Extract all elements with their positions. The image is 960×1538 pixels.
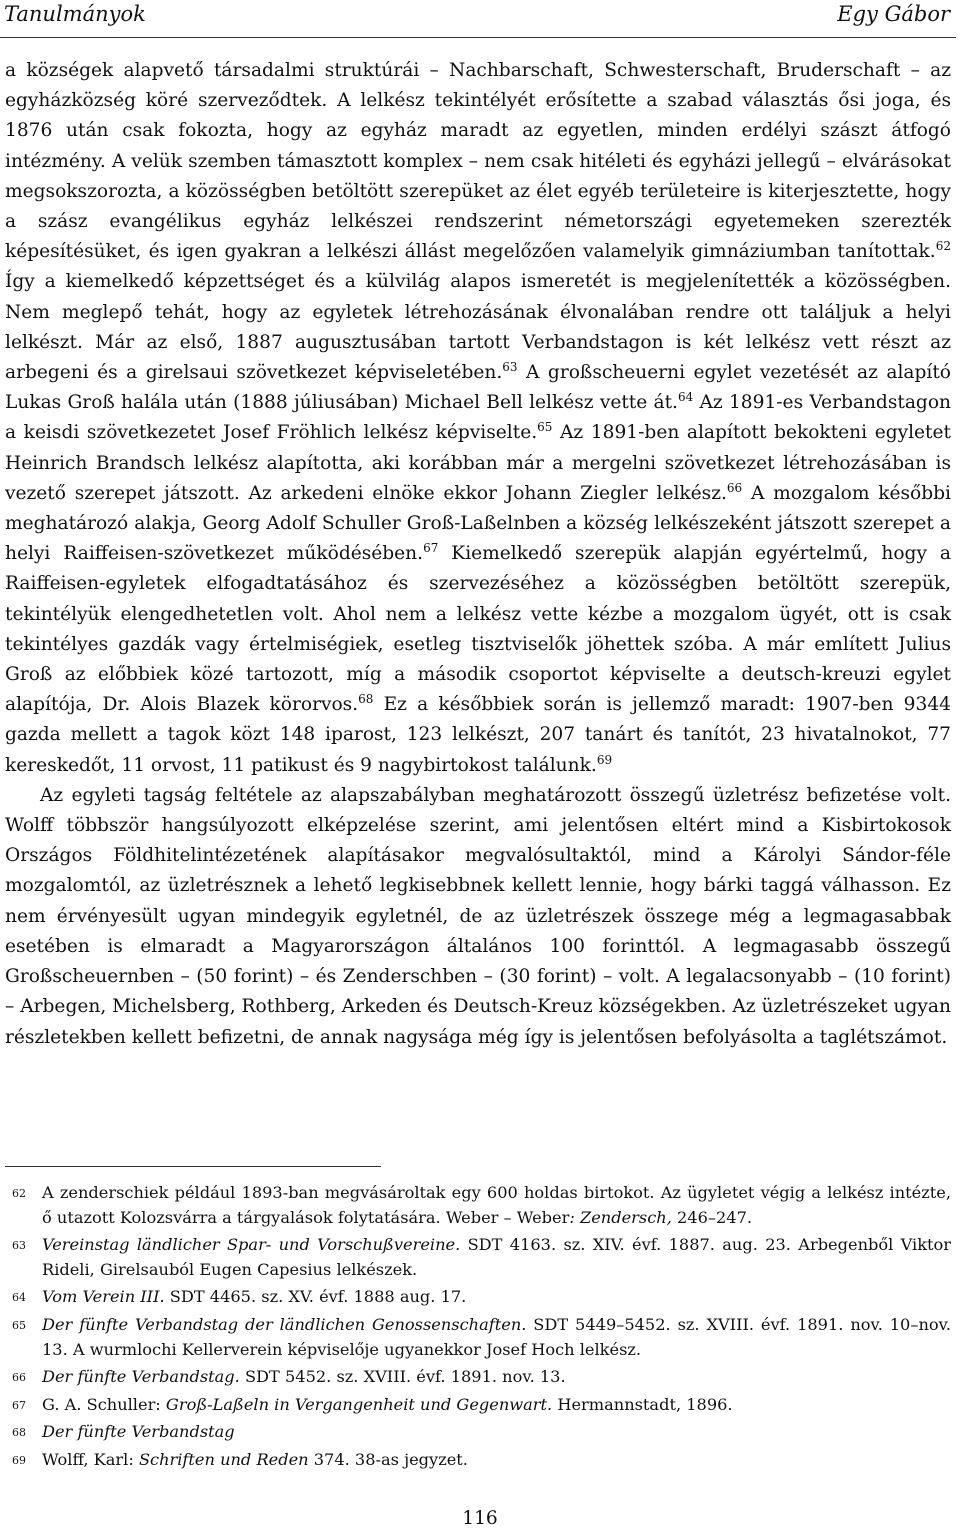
footnote-number: 64: [12, 1291, 26, 1305]
header-author: Egy Gábor: [837, 2, 950, 26]
italic-title: Groß-Laßeln in Vergangenheit und Gegenwart.: [165, 1394, 553, 1414]
text-run: 246–247.: [671, 1207, 753, 1227]
italic-title: Der fünfte Verbandstag.: [42, 1367, 240, 1387]
body-paragraph: [5, 781, 951, 1053]
text-run: a községek alapvető társadalmi struktúrái – Nachbarschaft, Schwesterschaft, Bruderschaft – az egyházközség köré szerveződtek. A lelkész tekintélyét erősítette a szabad választás ősi joga, és 1876 után csak fokozta, hogy az egyház maradt az egyetlen, minden erdélyi szászt átfogó intézmény. A velük szemben támasztott komplex – nem csak hitéleti és egyházi jellegű – elvárásokat megsokszorozta, a közösségben betöltött szerepüket az élet egyéb területeire is kiterjesztette, hogy a szász evangélikus egyház lelkészei rendszerint németországi egyetemeken szerezték képesítésüket, és igen gyakran a lelkészi állást megelőzően valamelyik gimnáziumban tanítottak.: [5, 60, 951, 263]
text-run: Kiemelkedő szerepük alapján egyértelmű, hogy a Raiffeisen-egyletek elfogadtatásához és szervezéséhez a közösségben betöltött szerepük, tekintélyük elengedhetetlen volt. Ahol nem a lelkész vette kézbe a mozgalom ügyét, ott is csak tekintélyes gazdák vagy értelmiségiek, esetleg tisztviselők jöhettek szóba. A már említett Julius Groß az előbbiek közé tartozott, míg a második csoportot képviselte a deutsch-kreuzi egylet alapítója, Dr. Alois Blazek körorvos.: [5, 543, 951, 716]
footnote-number: 69: [12, 1453, 26, 1467]
footnote-item: [5, 1233, 951, 1282]
italic-title: Schriften und Reden: [138, 1449, 309, 1469]
footnote-number: 63: [12, 1239, 26, 1253]
footnote-reference: 63: [502, 360, 518, 375]
text-run: SDT 5449–5452. sz. XVIII. évf. 1891. nov. 10–nov. 13. A wurmlochi Kellerverein képviselője ugyanekkor Josef Hoch lelkész.: [42, 1314, 951, 1359]
italic-title: : Zendersch,: [569, 1207, 672, 1227]
footnote-reference: 69: [596, 752, 613, 767]
text-run: Hermannstadt, 1896.: [552, 1394, 733, 1414]
footnote-number: 66: [12, 1371, 26, 1385]
text-run: SDT 4465. sz. XV. évf. 1888 aug. 17.: [164, 1287, 467, 1307]
footnote-reference: 66: [726, 480, 743, 495]
footnote-item: [5, 1285, 951, 1310]
italic-title: Der fünfte Verbandstag der ländlichen Genossenschaften.: [42, 1314, 527, 1334]
footnotes: [5, 1181, 951, 1476]
footnote-item: [5, 1448, 951, 1473]
text-run: A zenderschiek például 1893-ban megvásároltak egy 600 holdas birtokot. Az ügyletet végig a lelkész intézte, ő utazott Kolozsvárra a tárgyalások folytatására. Weber – Weber: [42, 1183, 951, 1227]
text-run: Az 1891-ben alapított bekokteni egyletet Heinrich Brandsch lelkész alapította, aki korábban már a mergelni szövetkezet létrehozásában is vezető szerepet játszott. Az arkedeni elnöke ekkor Johann Ziegler lelkész.: [5, 422, 952, 504]
text-run: SDT 4163. sz. XIV. évf. 1887. aug. 23. Arbegenből Viktor Rideli, Girelsauból Eugen Capesius lelkészek.: [42, 1235, 952, 1279]
footnote-number: 67: [12, 1398, 26, 1412]
header-divider: [0, 37, 956, 38]
running-header: [0, 0, 960, 34]
footnote-item: [5, 1393, 951, 1418]
footnote-number: 65: [12, 1318, 26, 1332]
text-run: Ez a későbbiek során is jellemző maradt: 1907-ben 9344 gazda mellett a tagok közt 148 iparost, 123 lelkészt, 207 tanárt és tanítót, 23 hivatalnokot, 77 kereskedőt, 11 orvost, 11 patikust és 9 nagybirtokost találunk.: [5, 694, 951, 776]
page-number: 116: [462, 1508, 498, 1529]
text-run: 374. 38-as jegyzet.: [308, 1449, 468, 1469]
text-run: Wolff, Karl:: [42, 1449, 139, 1469]
footnote-item: [5, 1313, 951, 1362]
footnote-number: 62: [12, 1187, 26, 1200]
italic-title: Vom Verein III.: [42, 1287, 165, 1307]
text-run: Az egyleti tagság feltétele az alapszabályban meghatározott összegű üzletrész befizetése volt. Wolff többször hangsúlyozott elképzelése szerint, ami jelentősen eltért mind a Kisbirtokosok Országos Földhitelintézetének alapításakor megvalósultaktól, mind a Károlyi Sándor-féle mozgalomtól, az üzletrésznek a lehető legkisebbnek kellett lennie, hogy bárki taggá válhasson. Ez nem érvényesült ugyan mindegyik egyletnél, de az üzletrészek összege még a legmagasabbak esetében is elmaradt a Magyarországon általános 100 forinttól. A legmagasabb összegű Großscheuernben – (50 forint) – és Zenderschben – (30 forint) – volt. A legalacsonyabb – (10 forint) – Arbegen, Michelsberg, Rothberg, Arkeden és Deutsch-Kreuz községekben. Az üzletrészeket ugyan részletekben kellett befizetni, de annak nagysága még így is jelentősen befolyásolta a taglétszámot.: [5, 784, 951, 1048]
footnote-reference: 65: [537, 420, 553, 435]
footnote-number: 68: [12, 1426, 26, 1440]
footnote-item: [5, 1181, 951, 1230]
header-section-title: Tanulmányok: [4, 2, 146, 26]
footnote-reference: 67: [423, 541, 439, 556]
text-run: Az 1891-es Verbandstagon a keisdi szövetkezetet Josef Fröhlich lelkész képviselte.: [5, 392, 951, 444]
footnote-reference: 62: [935, 239, 951, 254]
italic-title: Der fünfte Verbandstag: [42, 1422, 235, 1442]
footnote-reference: 68: [358, 692, 374, 707]
main-text: [5, 56, 951, 1053]
footnote-divider: [5, 1166, 381, 1167]
text-run: G. A. Schuller:: [42, 1394, 166, 1414]
italic-title: Vereinstag ländlicher Spar- und Vorschußvereine.: [42, 1235, 461, 1255]
text-run: Így a kiemelkedő képzettséget és a külvilág alapos ismeretét is megjelenítették a közösségben. Nem meglepő tehát, hogy az egyletek létrehozásának élvonalában rendre ott találjuk a helyi lelkészt. Már az első, 1887 augusztusában tartott Verbandstagon is két lelkész vett részt az arbegeni és a girelsaui szövetkezet képviseletében.: [5, 271, 951, 384]
text-run: A großscheuerni egylet vezetését az alapító Lukas Groß halála után (1888 júliusában) Michael Bell lelkész vette át.: [5, 362, 952, 414]
body-paragraph: [5, 56, 951, 781]
footnote-item: [5, 1365, 951, 1390]
footnote-item: [5, 1420, 951, 1445]
text-run: A mozgalom későbbi meghatározó alakja, Georg Adolf Schuller Groß-Laßelnben a község lelkészeként játszott szerepet a helyi Raiffeisen-szövetkezet működésében.: [5, 482, 951, 565]
text-run: SDT 5452. sz. XVIII. évf. 1891. nov. 13.: [239, 1367, 566, 1387]
footnote-reference: 64: [677, 390, 694, 405]
